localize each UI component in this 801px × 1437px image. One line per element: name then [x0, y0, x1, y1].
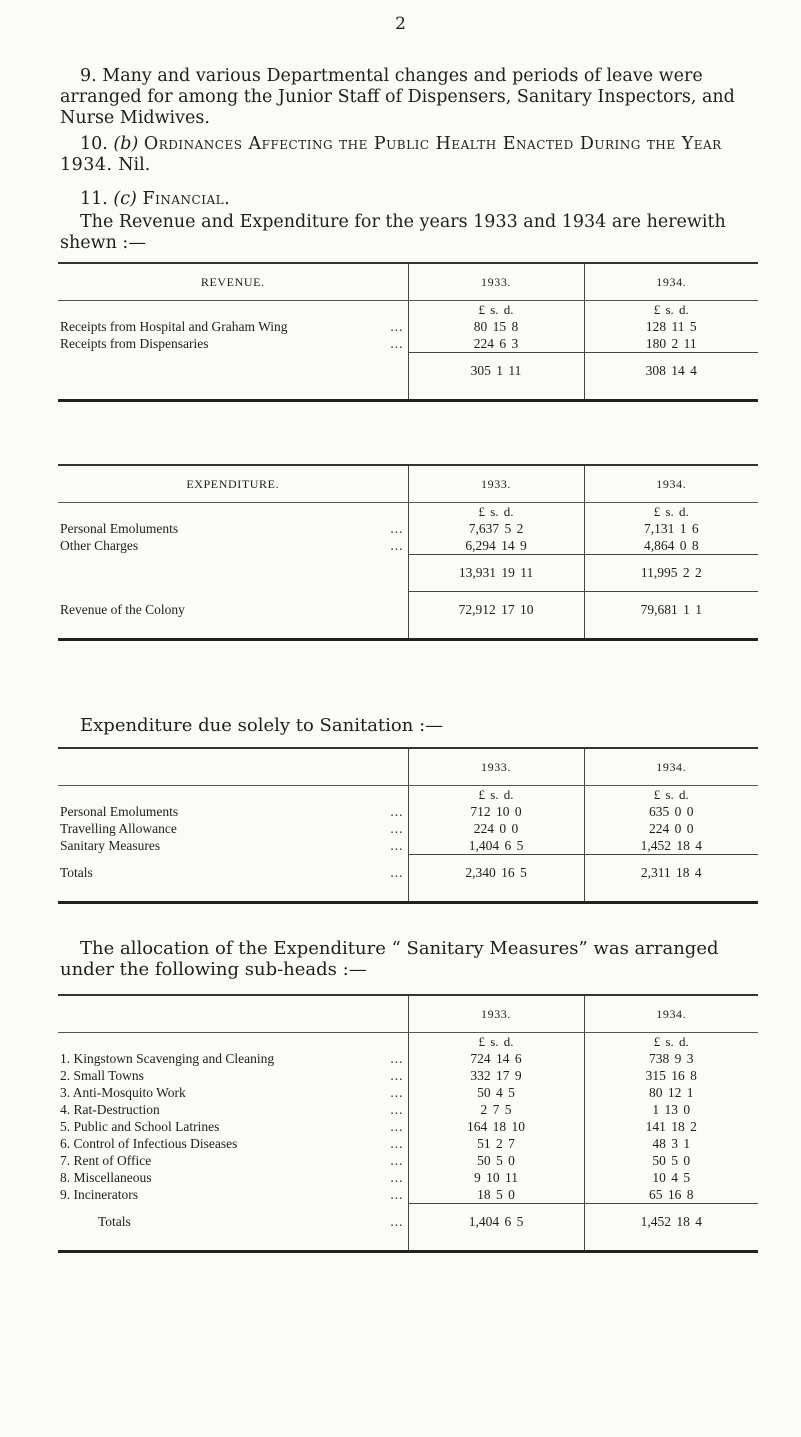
para-text: The Revenue and Expenditure for the years 1933 and 1934 are herewith shewn :— — [60, 212, 726, 253]
table-row: 9. Incinerators ... 18 5 0 65 16 8 — [58, 1186, 758, 1204]
units-label: £ s. d. — [408, 786, 584, 804]
paragraph-11 — [60, 189, 750, 210]
revenue-heading: REVENUE. — [58, 263, 408, 301]
total-1933: 13,931 19 11 — [408, 555, 584, 592]
para-number: 9. — [80, 66, 97, 86]
total-row — [58, 353, 758, 390]
para-number: 11. — [80, 189, 108, 209]
col-1933: 1933. — [408, 995, 584, 1033]
expenditure-heading: EXPENDITURE. — [58, 465, 408, 503]
total-row: Totals ... 2,340 16 5 2,311 18 4 — [58, 855, 758, 892]
table-row: Personal Emoluments ... 7,637 5 2 7,131 1 6 — [58, 520, 758, 537]
col-1933: 1933. — [408, 465, 584, 503]
para-letter: (b) — [113, 134, 139, 154]
units-label: £ s. d. — [584, 301, 758, 319]
col-1934: 1934. — [584, 995, 758, 1033]
total-1933: 305 1 11 — [408, 353, 584, 390]
para-letter: (c) — [113, 189, 137, 209]
table-row: Receipts from Dispensaries ... 224 6 3 180 2 11 — [58, 335, 758, 353]
total-row: Totals ... 1,404 6 5 1,452 18 4 — [58, 1204, 758, 1241]
col-1934: 1934. — [584, 748, 758, 786]
expenditure-table — [58, 464, 758, 641]
total-1933: 2,340 16 5 — [408, 855, 584, 892]
table-row: Receipts from Hospital and Graham Wing ... 80 15 8 128 11 5 — [58, 318, 758, 335]
units-label: £ s. d. — [408, 1033, 584, 1051]
units-label: £ s. d. — [408, 301, 584, 319]
table-row: Sanitary Measures ... 1,404 6 5 1,452 18 4 — [58, 837, 758, 855]
para-value: Nil. — [118, 155, 151, 175]
col-1933: 1933. — [408, 263, 584, 301]
allocation-table — [58, 994, 758, 1253]
units-label: £ s. d. — [408, 503, 584, 521]
financial-intro — [60, 212, 750, 254]
allocation-intro: The allocation of the Expenditure “ Sanitary Measures” was arranged under the following sub-heads :— — [60, 938, 719, 980]
para-heading: Financial. — [142, 189, 231, 209]
totals-label: Totals — [98, 1213, 131, 1229]
colony-1934: 79,681 1 1 — [584, 592, 758, 629]
table-row: 6. Control of Infectious Diseases ... 51 2 7 48 3 1 — [58, 1135, 758, 1152]
total-1934: 11,995 2 2 — [584, 555, 758, 592]
paragraph-10 — [60, 134, 750, 176]
total-1933: 1,404 6 5 — [408, 1204, 584, 1241]
table-row: 8. Miscellaneous ... 9 10 11 10 4 5 — [58, 1169, 758, 1186]
total-row — [58, 555, 758, 592]
sanitation-intro: Expenditure due solely to Sanitation :— — [80, 715, 444, 736]
totals-label: Totals — [60, 864, 93, 880]
col-1934: 1934. — [584, 465, 758, 503]
total-1934: 2,311 18 4 — [584, 855, 758, 892]
table-row: 7. Rent of Office ... 50 5 0 50 5 0 — [58, 1152, 758, 1169]
colony-1933: 72,912 17 10 — [408, 592, 584, 629]
table-row: Personal Emoluments ... 712 10 0 635 0 0 — [58, 803, 758, 820]
table-row: 1. Kingstown Scavenging and Cleaning ... 724 14 6 738 9 3 — [58, 1050, 758, 1067]
col-1933: 1933. — [408, 748, 584, 786]
table-row: 5. Public and School Latrines ... 164 18 10 141 18 2 — [58, 1118, 758, 1135]
revenue-table — [58, 262, 758, 402]
page-number: 2 — [395, 14, 406, 34]
units-label: £ s. d. — [584, 503, 758, 521]
colony-revenue-row — [58, 592, 758, 629]
table-row: 3. Anti-Mosquito Work ... 50 4 5 80 12 1 — [58, 1084, 758, 1101]
para-heading: Ordinances Affecting the Public Health Enacted During the Year 1934. — [60, 134, 722, 175]
table-row: 4. Rat-Destruction ... 2 7 5 1 13 0 — [58, 1101, 758, 1118]
col-1934: 1934. — [584, 263, 758, 301]
para-text: Many and various Departmental changes and periods of leave were arranged for among the Junior Staff of Dispensers, Sanitary Inspectors, and Nurse Midwives. — [60, 66, 735, 128]
para-number: 10. — [80, 134, 108, 154]
total-1934: 308 14 4 — [584, 353, 758, 390]
colony-label: Revenue of the Colony — [60, 601, 185, 617]
units-label: £ s. d. — [584, 786, 758, 804]
sanitation-table — [58, 747, 758, 904]
units-label: £ s. d. — [584, 1033, 758, 1051]
paragraph-9 — [60, 66, 750, 129]
total-1934: 1,452 18 4 — [584, 1204, 758, 1241]
table-row: Travelling Allowance ... 224 0 0 224 0 0 — [58, 820, 758, 837]
table-row: Other Charges ... 6,294 14 9 4,864 0 8 — [58, 537, 758, 555]
table-row: 2. Small Towns ... 332 17 9 315 16 8 — [58, 1067, 758, 1084]
